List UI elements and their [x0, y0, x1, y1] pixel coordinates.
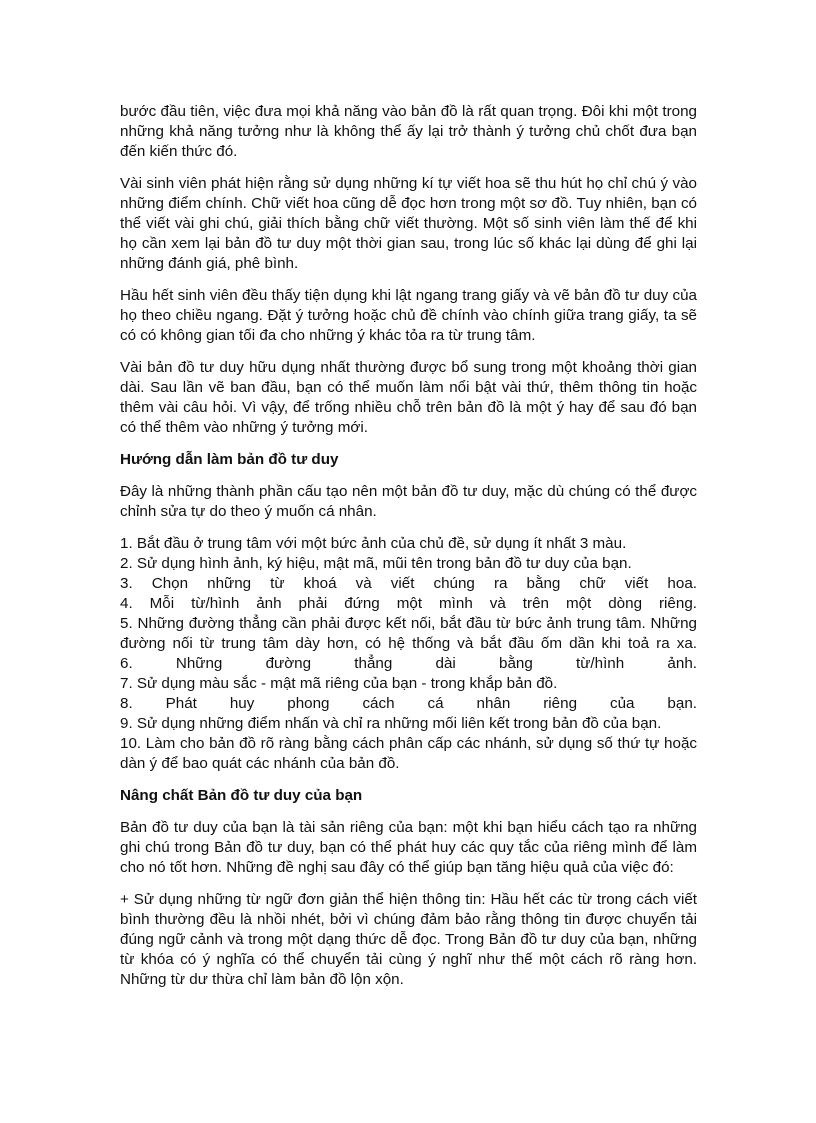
section-heading-guide: Hướng dẫn làm bản đồ tư duy	[120, 451, 339, 468]
document-page	[120, 102, 697, 1002]
list-item: 4. Mỗi từ/hình ảnh phải đứng một mình và trên một dòng riêng.	[120, 595, 697, 612]
list-item: 7. Sử dụng màu sắc - mật mã riêng của bạn - trong khắp bản đồ.	[120, 675, 558, 692]
list-item: 2. Sử dụng hình ảnh, ký hiệu, mật mã, mũi tên trong bản đồ tư duy của bạn.	[120, 555, 632, 572]
improve-paragraph-2: + Sử dụng những từ ngữ đơn giản thể hiện thông tin: Hầu hết các từ trong cách viết bình thường đều là nhồi nhét, bởi vì chúng đảm bảo rằng thông tin được chuyển tải đúng ngữ cảnh và trong một dạng thức dễ đọc. Trong Bản đồ tư duy của bạn, những từ khóa có ý nghĩa có thể chuyển tải cùng ý nghĩ như thế một cách rõ ràng hơn. Những từ dư thừa chỉ làm bản đồ lộn xộn.	[120, 891, 697, 988]
list-item: 9. Sử dụng những điểm nhấn và chỉ ra những mối liên kết trong bản đồ của bạn.	[120, 715, 662, 732]
paragraph-intro-3: Hầu hết sinh viên đều thấy tiện dụng khi lật ngang trang giấy và vẽ bản đồ tư duy của họ theo chiều ngang. Đặt ý tưởng hoặc chủ đề chính vào chính giữa trang giấy, ta sẽ có có không gian tối đa cho những ý khác tỏa ra từ trung tâm.	[120, 287, 697, 344]
guide-intro: Đây là những thành phần cấu tạo nên một bản đồ tư duy, mặc dù chúng có thể được chỉnh sửa tự do theo ý muốn cá nhân.	[120, 483, 697, 520]
list-item: 5. Những đường thẳng cần phải được kết nối, bắt đầu từ bức ảnh trung tâm. Những đường nối từ trung tâm dày hơn, có hệ thống và bắt đầu ốm dần khi toả ra xa.	[120, 615, 697, 652]
steps-list	[120, 534, 697, 774]
paragraph-intro-4: Vài bản đồ tư duy hữu dụng nhất thường được bổ sung trong một khoảng thời gian dài. Sau lần vẽ ban đầu, bạn có thể muốn làm nổi bật vài thứ, thêm thông tin hoặc thêm vài câu hỏi. Vì vậy, để trống nhiều chỗ trên bản đồ là một ý hay để sau đó bạn có thể thêm vào những ý tưởng mới.	[120, 359, 697, 436]
list-item: 10. Làm cho bản đồ rõ ràng bằng cách phân cấp các nhánh, sử dụng số thứ tự hoặc dàn ý để bao quát các nhánh của bản đồ.	[120, 735, 697, 772]
paragraph-intro-2: Vài sinh viên phát hiện rằng sử dụng những kí tự viết hoa sẽ thu hút họ chỉ chú ý vào những điểm chính. Chữ viết hoa cũng dễ đọc hơn trong một sơ đồ. Tuy nhiên, bạn có thể viết vài ghi chú, giải thích bằng chữ viết thường. Một số sinh viên làm thế để khi họ cần xem lại bản đồ tư duy một thời gian sau, trong lúc số khác lại dùng để ghi lại những đánh giá, phê bình.	[120, 175, 697, 272]
list-item: 6. Những đường thẳng dài bằng từ/hình ảnh.	[120, 655, 697, 672]
improve-paragraph-1: Bản đồ tư duy của bạn là tài sản riêng của bạn: một khi bạn hiểu cách tạo ra những ghi chú trong Bản đồ tư duy, bạn có thể phát huy các quy tắc của riêng mình để làm cho nó tốt hơn. Những đề nghị sau đây có thể giúp bạn tăng hiệu quả của việc đó:	[120, 819, 697, 876]
list-item: 3. Chọn những từ khoá và viết chúng ra bằng chữ viết hoa.	[120, 575, 697, 592]
list-item: 1. Bắt đầu ở trung tâm với một bức ảnh của chủ đề, sử dụng ít nhất 3 màu.	[120, 535, 627, 552]
list-item: 8. Phát huy phong cách cá nhân riêng của bạn.	[120, 695, 697, 712]
paragraph-intro-1: bước đầu tiên, việc đưa mọi khả năng vào bản đồ là rất quan trọng. Đôi khi một trong những khả năng tưởng như là không thể ấy lại trở thành ý tưởng chủ chốt đưa bạn đến kiến thức đó.	[120, 103, 697, 160]
section-heading-improve: Nâng chất Bản đồ tư duy của bạn	[120, 787, 363, 804]
